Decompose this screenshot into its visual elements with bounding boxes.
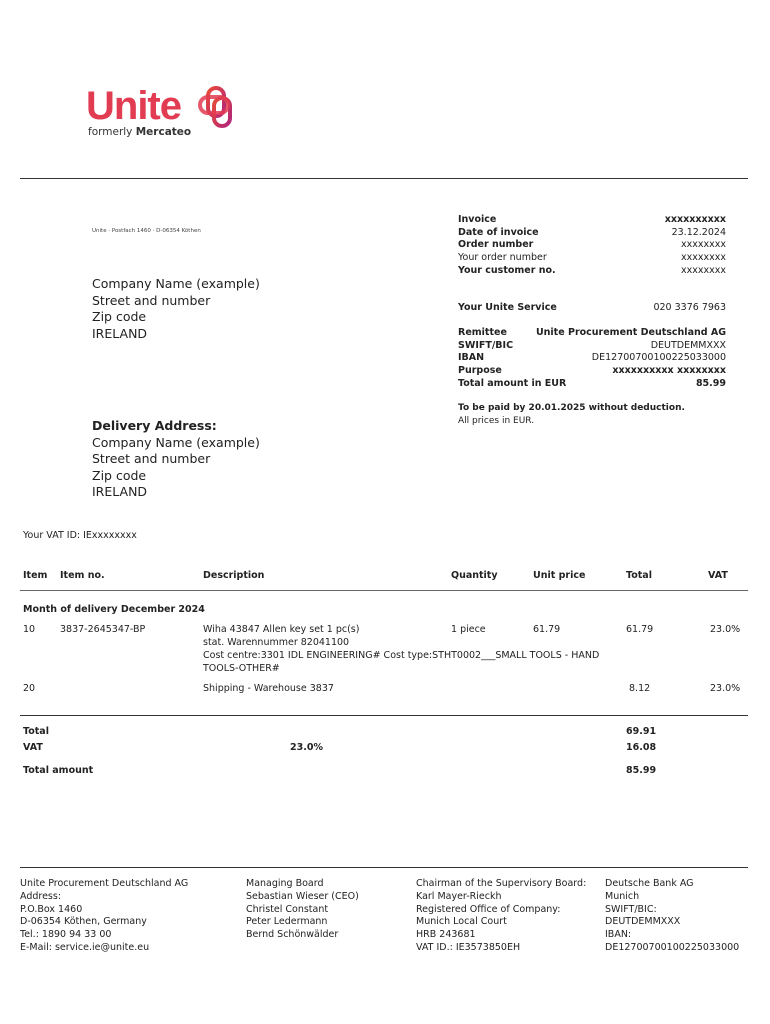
brand-logo-wordmark: Unite bbox=[86, 84, 181, 128]
footer-board bbox=[246, 878, 359, 942]
delivery-line: Zip code bbox=[92, 467, 147, 483]
brand-logo-icon bbox=[198, 86, 240, 128]
remittee-value: Unite Procurement Deutschland AG bbox=[535, 327, 726, 338]
row-unit-price: 61.79 bbox=[533, 624, 561, 635]
footer-line: Deutsche Bank AG bbox=[605, 878, 694, 889]
footer-bank bbox=[605, 878, 739, 955]
footer-line: Karl Mayer-Rieckh bbox=[416, 890, 502, 902]
footer-line: Munich Local Court bbox=[416, 916, 507, 928]
total-label: Total bbox=[23, 726, 49, 737]
row-item: 10 bbox=[23, 624, 36, 635]
footer-line: HRB 243681 bbox=[416, 929, 476, 941]
vat-label: VAT bbox=[23, 742, 43, 753]
payment-note: To be paid by 20.01.2025 without deduction. bbox=[458, 403, 685, 413]
delivery-line: Street and number bbox=[92, 451, 211, 466]
row-vat: 23.0% bbox=[710, 624, 741, 635]
footer-line: IBAN: bbox=[605, 929, 632, 941]
footer-line: Bernd Schönwälder bbox=[246, 929, 339, 941]
footer-line: Address: bbox=[20, 890, 62, 902]
total-amount-label: Total amount bbox=[23, 765, 94, 776]
footer-line: DEUTDEMMXXX bbox=[605, 916, 681, 928]
payment-info bbox=[458, 327, 726, 391]
footer-company bbox=[20, 878, 188, 955]
total-value: 69.91 bbox=[626, 726, 657, 737]
col-header-total: Total bbox=[626, 570, 652, 581]
delivery-month-group: Month of delivery December 2024 bbox=[23, 604, 205, 615]
recipient-line: Street and number bbox=[92, 292, 211, 308]
footer-email[interactable]: E-Mail: service.ie@unite.eu bbox=[20, 941, 150, 953]
footer-line: P.O.Box 1460 bbox=[20, 903, 83, 915]
order-value: xxxxxxxx bbox=[681, 239, 726, 251]
customer-vat-id: Your VAT ID: IExxxxxxxx bbox=[23, 530, 137, 541]
footer-line: Christel Constant bbox=[246, 903, 329, 915]
date-value: 23.12.2024 bbox=[671, 226, 726, 238]
remittee-label: Remittee bbox=[458, 327, 507, 338]
col-header-unit-price: Unit price bbox=[533, 570, 586, 581]
footer-line: Peter Ledermann bbox=[246, 916, 328, 928]
row-item: 20 bbox=[23, 683, 36, 694]
row-description: Shipping - Warehouse 3837 bbox=[203, 683, 334, 694]
service-label: Your Unite Service bbox=[458, 302, 557, 313]
swift-value: DEUTDEMMXXX bbox=[650, 339, 726, 351]
total-amount-value: 85.99 bbox=[626, 765, 657, 776]
footer-line: Unite Procurement Deutschland AG bbox=[20, 878, 189, 889]
col-header-vat: VAT bbox=[708, 570, 728, 581]
col-header-description: Description bbox=[203, 570, 265, 581]
footer-line: Tel.: 1890 94 33 00 bbox=[20, 929, 112, 941]
footer-line: D-06354 Köthen, Germany bbox=[20, 916, 147, 928]
recipient-address bbox=[92, 276, 260, 342]
total-eur-value: 85.99 bbox=[695, 377, 726, 389]
footer-line: Chairman of the Supervisory Board: bbox=[416, 878, 587, 889]
brand-tagline bbox=[88, 126, 191, 138]
customer-value: xxxxxxxx bbox=[681, 264, 726, 276]
sender-line: Unite · Postfach 1460 · D-06354 Köthen bbox=[92, 228, 201, 234]
your-order-label: Your order number bbox=[458, 252, 547, 264]
customer-label: Your customer no. bbox=[458, 264, 556, 276]
header-rule bbox=[20, 178, 748, 179]
row-description: Wiha 43847 Allen key set 1 pc(s) bbox=[203, 624, 360, 635]
footer-line: VAT ID.: IE3573850EH bbox=[416, 941, 521, 953]
invoice-value: xxxxxxxxxx bbox=[664, 214, 726, 225]
invoice-label: Invoice bbox=[458, 214, 497, 225]
footer-line: Managing Board bbox=[246, 878, 324, 889]
footer-line: Registered Office of Company: bbox=[416, 903, 561, 915]
prices-note: All prices in EUR. bbox=[458, 416, 535, 426]
delivery-heading: Delivery Address: bbox=[92, 418, 217, 433]
order-label: Order number bbox=[458, 239, 534, 251]
total-eur-label: Total amount in EUR bbox=[458, 377, 567, 389]
your-order-value: xxxxxxxx bbox=[681, 252, 726, 264]
col-header-item-no: Item no. bbox=[60, 570, 105, 581]
row-description: TOOLS-OTHER# bbox=[203, 663, 280, 674]
row-vat: 23.0% bbox=[710, 683, 741, 694]
footer-line: Munich bbox=[605, 890, 640, 902]
footer-line: Sebastian Wieser (CEO) bbox=[246, 890, 359, 902]
service-info bbox=[458, 302, 726, 315]
footer-rule bbox=[20, 867, 748, 868]
row-total: 8.12 bbox=[629, 683, 651, 694]
date-label: Date of invoice bbox=[458, 226, 539, 238]
row-quantity: 1 piece bbox=[451, 624, 486, 635]
vat-rate: 23.0% bbox=[290, 742, 323, 753]
col-header-item: Item bbox=[23, 570, 48, 581]
purpose-label: Purpose bbox=[458, 365, 502, 377]
vat-value: 16.08 bbox=[626, 742, 657, 753]
footer-line: SWIFT/BIC: bbox=[605, 903, 657, 915]
service-value: 020 3376 7963 bbox=[653, 302, 726, 313]
footer-line: DE12700700100225033000 bbox=[605, 941, 740, 953]
footer-supervisory bbox=[416, 878, 586, 955]
recipient-line: Zip code bbox=[92, 309, 147, 324]
delivery-line: Company Name (example) bbox=[92, 434, 260, 450]
swift-label: SWIFT/BIC bbox=[458, 339, 514, 351]
col-header-quantity: Quantity bbox=[451, 570, 498, 581]
iban-value: DE12700700100225033000 bbox=[591, 352, 726, 364]
tagline-name: Mercateo bbox=[135, 126, 192, 138]
table-footer-rule bbox=[20, 715, 748, 716]
tagline-prefix: formerly bbox=[88, 126, 133, 138]
row-item-no: 3837-2645347-BP bbox=[60, 624, 146, 635]
table-header-rule bbox=[20, 590, 748, 591]
recipient-line: Company Name (example) bbox=[92, 276, 260, 291]
delivery-address bbox=[92, 418, 260, 501]
recipient-line: IRELAND bbox=[92, 325, 148, 341]
row-description: Cost centre:3301 IDL ENGINEERING# Cost type:STHT0002___SMALL TOOLS - HAND bbox=[203, 650, 600, 661]
purpose-value: xxxxxxxxxx xxxxxxxx bbox=[612, 365, 726, 377]
row-total: 61.79 bbox=[626, 624, 654, 635]
invoice-info bbox=[458, 214, 726, 278]
row-description: stat. Warennummer 82041100 bbox=[203, 637, 350, 648]
delivery-line: IRELAND bbox=[92, 484, 148, 499]
iban-label: IBAN bbox=[458, 352, 485, 364]
